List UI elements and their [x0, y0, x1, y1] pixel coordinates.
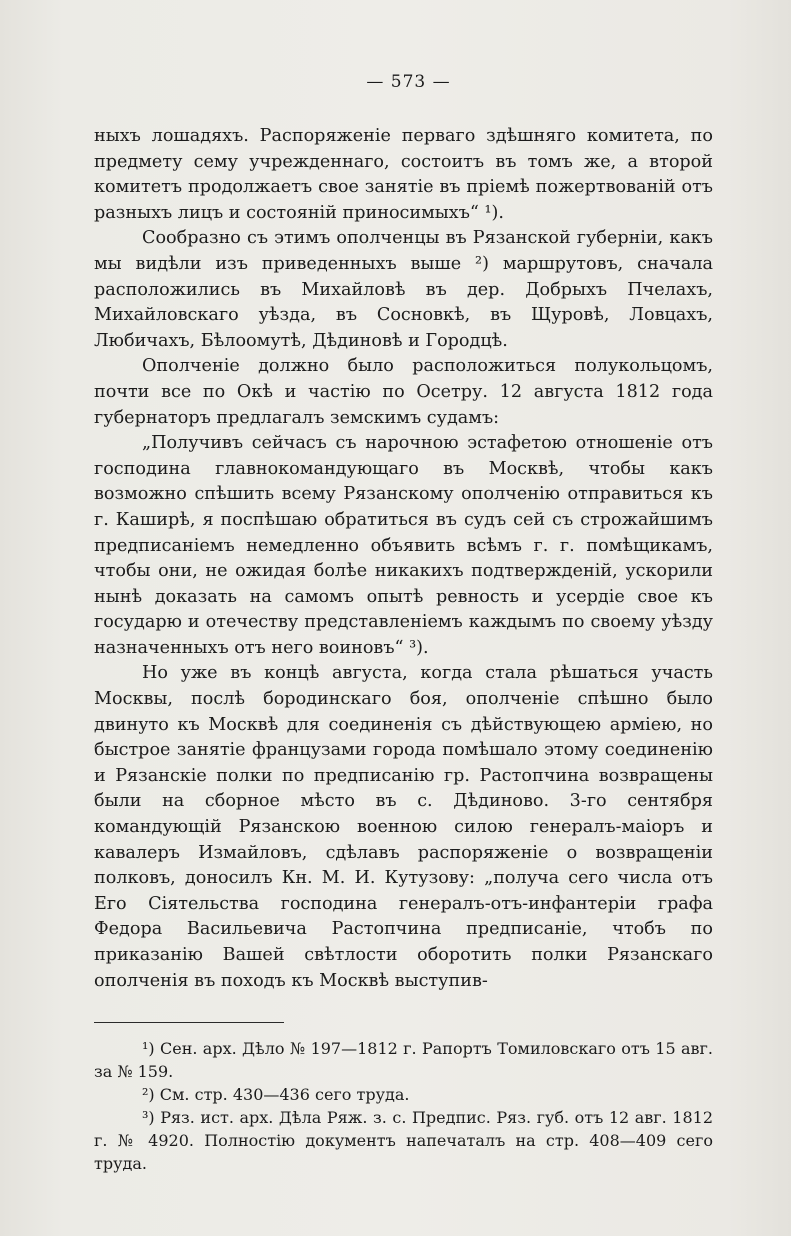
- paragraph-3: Ополченіе должно было расположиться полукольцомъ, почти все по Окѣ и частію по Осетру. 12 августа 1812 года губернаторъ предлагалъ земскимъ судамъ:: [94, 356, 713, 428]
- paragraph-quote: „Получивъ сейчасъ съ нарочною эстафетою отношеніе отъ господина главнокомандующаго въ Москвѣ, чтобы какъ возможно спѣшить всему Рязанскому ополченію отправиться къ г. Каширѣ, я поспѣшаю обратиться въ судъ сей съ строжайшимъ предписаніемъ немедленно объявить всѣмъ г. г. помѣщикамъ, чтобы они, не ожидая болѣе никакихъ подтвержденій, ускорили нынѣ доказать на самомъ опытѣ ревность и усердіе свое къ государю и отечеству представленіемъ каждымъ по своему уѣзду назначенныхъ отъ него воиновъ“ ³).: [94, 433, 713, 658]
- footnote-3: ³) Ряз. ист. арх. Дѣла Ряж. з. с. Предпис. Ряз. губ. отъ 12 авг. 1812 г. № 4920. Полностію документъ напечаталъ на стр. 408—409 сего труда.: [94, 1108, 713, 1174]
- paragraph-5: Но уже въ концѣ августа, когда стала рѣшаться участь Москвы, послѣ бородинскаго боя, ополченіе спѣшно было двинуто къ Москвѣ для соединенія съ дѣйствующею арміею, но быстрое занятіе французами города помѣшало этому соединенію и Рязанскіе полки по предписанію гр. Растопчина возвращены были на сборное мѣсто въ с. Дѣдиново. 3-го сентября командующій Рязанскою военною силою генералъ-маіоръ и кавалеръ Измайловъ, сдѣлавъ распоряженіе о возвращеніи полковъ, доносилъ Кн. М. И. Кутузову: „получа сего числа отъ Его Сіятельства господина генералъ-отъ-инфантеріи графа Федора Васильевича Растопчина предписаніе, чтобъ по приказанію Вашей свѣтлости оборотить полки Рязанскаго ополченія въ походъ къ Москвѣ выступив-: [94, 663, 713, 991]
- body-text: [94, 124, 713, 994]
- footnote-1: ¹) Сен. арх. Дѣло № 197—1812 г. Рапортъ Томиловскаго отъ 15 авг. за № 159.: [94, 1039, 713, 1082]
- footnotes: [94, 1037, 713, 1175]
- paragraph-1: ныхъ лошадяхъ. Распоряженіе перваго здѣшняго комитета, по предмету сему учрежденнаго, состоитъ въ томъ же, а второй комитетъ продолжаетъ свое занятіе въ пріемѣ пожертвованій отъ разныхъ лицъ и состояній приносимыхъ“ ¹).: [94, 126, 713, 223]
- footnote-divider: [94, 1022, 284, 1023]
- page-number: — 573 —: [366, 72, 451, 92]
- footnote-2: ²) См. стр. 430—436 сего труда.: [142, 1085, 410, 1105]
- paragraph-2: Сообразно съ этимъ ополченцы въ Рязанской губерніи, какъ мы видѣли изъ приведенныхъ выше ²) маршрутовъ, сначала расположились въ Михайловѣ въ дер. Добрыхъ Пчелахъ, Михайловскаго уѣзда, въ Сосновкѣ, въ Щуровѣ, Ловцахъ, Любичахъ, Бѣлоомутѣ, Дѣдиновѣ и Городцѣ.: [94, 228, 713, 351]
